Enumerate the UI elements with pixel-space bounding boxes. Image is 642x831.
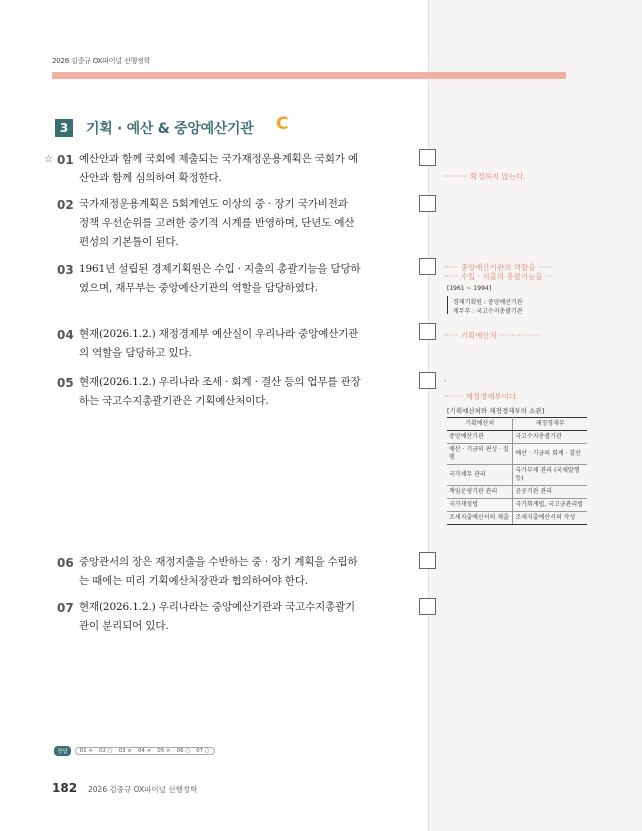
section-title: 기획 · 예산 & 중앙예산기관 [86, 121, 254, 137]
table-header-row [447, 418, 587, 431]
table-cell: 예산 · 기금의 편성 · 집행 [447, 444, 513, 465]
question-number: 04 [57, 328, 74, 342]
note-03-line1: 경제기획원 : 중앙예산기관 [453, 299, 523, 306]
question-text-line: 편성의 기본틀이 된다. [79, 236, 179, 248]
footer-title: 2026 김중규 OX파이널 선행정학 [88, 785, 198, 794]
question-text-line: 예산안과 함께 국회에 제출되는 국가재정운용계획은 국회가 예 [79, 153, 358, 165]
question-number: 02 [57, 198, 74, 212]
correction-note-04: ······ 기획예산처 ················· [444, 331, 540, 340]
answer-checkbox-02[interactable] [419, 195, 436, 212]
notes-margin-column [428, 0, 642, 831]
question-text-line: 산안과 함께 심의하여 확정한다. [79, 172, 222, 184]
table-cell: 국가부채 관리 (국채발행 등) [513, 465, 587, 486]
question-text-line: 중앙관서의 장은 재정지출을 수반하는 중 · 장기 계획을 수립하 [79, 556, 358, 568]
star-icon: ☆ [44, 154, 53, 165]
question-text [79, 260, 417, 298]
question-number: 03 [57, 263, 74, 277]
question-text-line: 는 때에는 미리 기획예산처장관과 협의하여야 한다. [79, 575, 308, 587]
table-row [447, 486, 587, 499]
question-text-line: 의 역할을 담당하고 있다. [79, 347, 192, 359]
question-text [79, 598, 417, 636]
answer-checkbox-05[interactable] [419, 372, 436, 389]
running-header: 2026 김중규 OX파이널 선행정학 [52, 57, 151, 65]
question-text-line: 국가재정운용계획은 5회계연도 이상의 중 · 장기 국가비전과 [79, 198, 348, 210]
correction-note-03b: ······ 수입 · 지출의 총괄기능을 ··· [444, 272, 553, 281]
question-text [79, 195, 417, 252]
table-row [447, 499, 587, 512]
section-number-badge: 3 [55, 119, 73, 137]
table-row [447, 512, 587, 525]
table-cell: 중앙예산기관 [447, 431, 513, 444]
table-cell: 국가채무 관리 [447, 465, 513, 486]
table-cell: 책임운영기관 관리 [447, 486, 513, 499]
note-03-period: [1961 ~ 1994] [447, 285, 492, 292]
answer-item: 07 ○ [196, 747, 210, 754]
correction-note-03a: ······ 중앙예산기관의 역할을 ······ [444, 263, 553, 272]
table-cell: 공공기관 관리 [513, 486, 587, 499]
table-row [447, 444, 587, 465]
answer-item: 03 × [118, 747, 132, 754]
answer-item: 06 ○ [176, 747, 191, 754]
table-cell: 예산 · 기금의 회계 · 결산 [513, 444, 587, 465]
question-text [79, 325, 417, 363]
table-header: 재정경제부 [513, 418, 587, 431]
answer-checkbox-03[interactable] [419, 258, 436, 275]
question-text-line: 현재(2026.1.2.) 우리나라는 중앙예산기관과 국고수지총괄기 [79, 601, 356, 613]
answer-checkbox-01[interactable] [419, 149, 436, 166]
question-text-line: 현재(2026.1.2.) 재정경제부 예산실이 우리나라 중앙예산기관 [79, 328, 359, 340]
note-03-line2: 재무부 : 국고수지총괄기관 [453, 308, 523, 315]
question-number: 05 [57, 376, 74, 390]
question-text [79, 150, 417, 188]
question-number: 07 [57, 601, 74, 615]
answer-item: 01 × [79, 747, 93, 754]
question-text-line: 관이 분리되어 있다. [79, 620, 169, 632]
table-cell: 조세지출예산서의 제출 [447, 512, 513, 525]
answer-item: 02 ○ [99, 747, 113, 754]
section-grade: C [276, 114, 289, 134]
table-header: 기획예산처 [447, 418, 513, 431]
question-text-line: 였으며, 재무부는 중앙예산기관의 역할을 담당하였다. [79, 282, 318, 294]
correction-note-01: ·········· 확정하지 않는다. [444, 172, 526, 181]
answer-checkbox-07[interactable] [419, 598, 436, 615]
question-text-line: 1961년 설립된 경제기획원은 수입 · 지출의 총괄기능을 담당하 [79, 263, 361, 275]
ministry-comparison-table [447, 417, 587, 525]
question-text [79, 373, 417, 411]
answer-badge: 정답 [54, 746, 71, 756]
table-cell: 국가회계법, 국고금관리법 [513, 499, 587, 512]
table-cell: 국고수지총괄기관 [513, 431, 587, 444]
question-text-line: 하는 국고수지총괄기관은 기획예산처이다. [79, 395, 269, 407]
table-cell: 조세지출예산서의 작성 [513, 512, 587, 525]
table-cell: 국가재정법 [447, 499, 513, 512]
answer-list [75, 747, 215, 755]
answer-item: 04 × [137, 747, 152, 754]
table-row [447, 465, 587, 486]
answer-key-strip [54, 746, 215, 755]
question-text-line: 현재(2026.1.2.) 우리나라 조세 · 회계 · 결산 등의 업무를 관장 [79, 376, 361, 388]
answer-checkbox-04[interactable] [419, 323, 436, 340]
header-bar [52, 72, 566, 79]
correction-note-05: ········ 재정경제부이다. [444, 392, 519, 401]
question-number: 06 [57, 556, 74, 570]
answer-checkbox-06[interactable] [419, 552, 436, 569]
question-number: 01 [57, 153, 74, 167]
question-text [79, 553, 417, 591]
answer-item: 05 × [157, 747, 171, 754]
question-text-line: 정책 우선순위를 고려한 중기적 시계를 반영하며, 단년도 예산 [79, 217, 355, 229]
table-row [447, 431, 587, 444]
note-05-dot: · [444, 377, 447, 386]
table-title: [기획예산처와 재정경제부의 소관] [447, 407, 545, 415]
page-number: 182 [52, 781, 78, 795]
note-03-bracket [447, 296, 451, 314]
